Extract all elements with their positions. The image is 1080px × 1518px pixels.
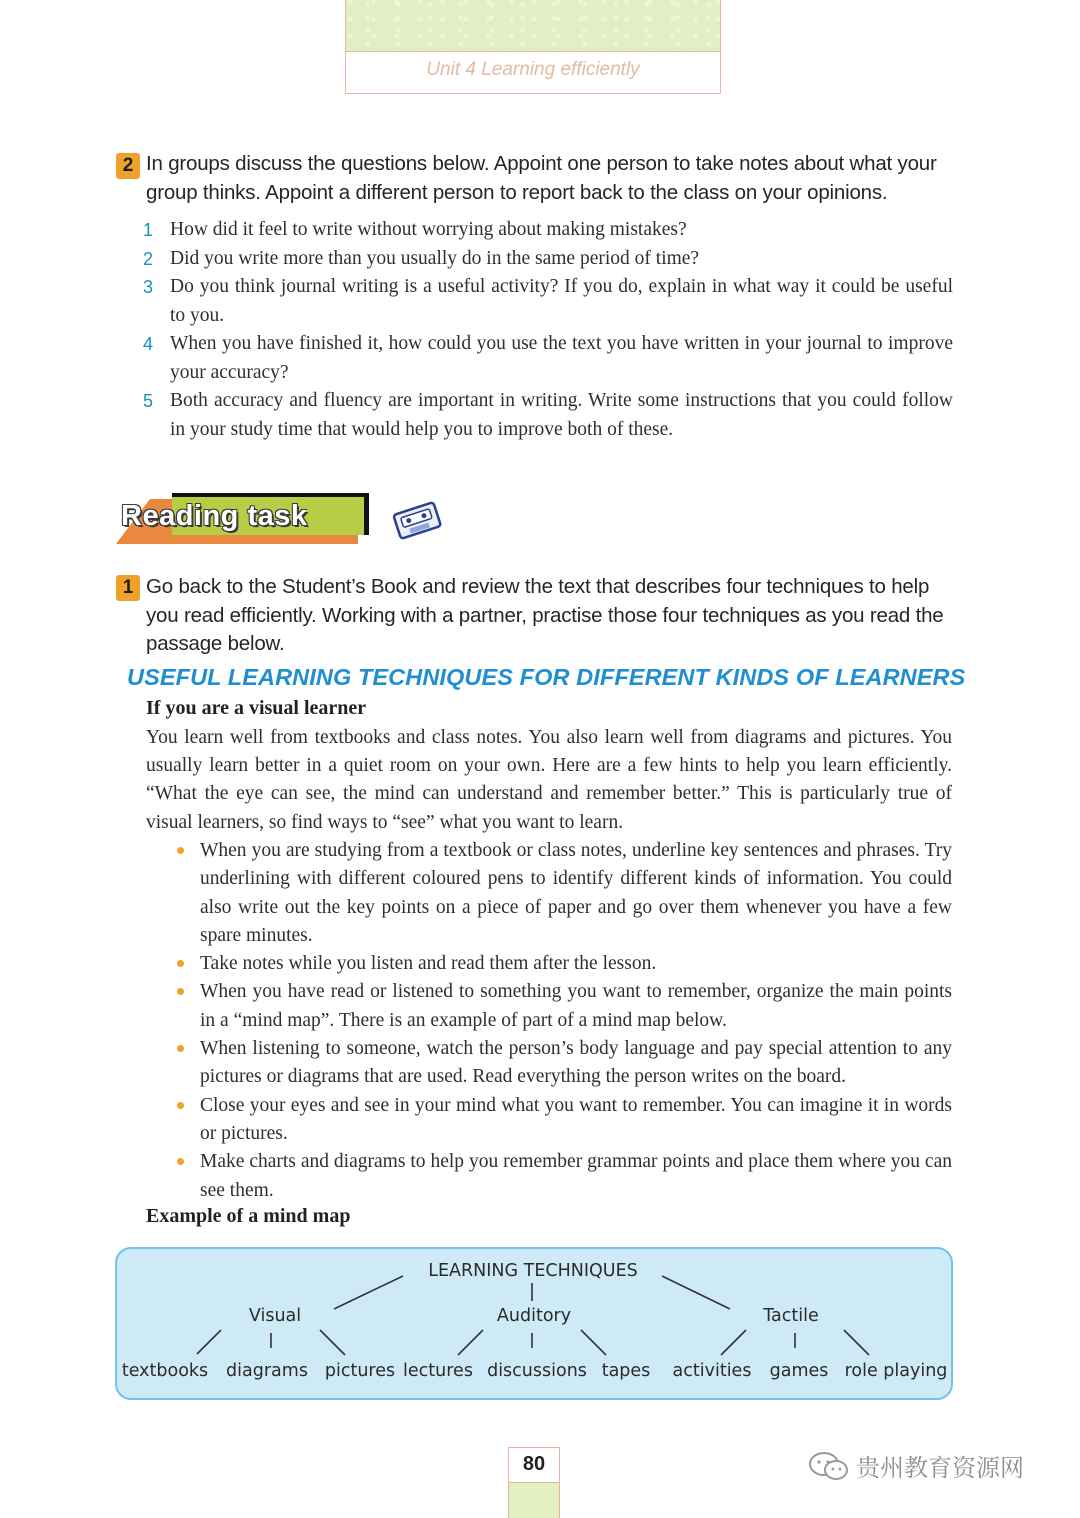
list-item: When you have read or listened to something you want to remember, organize the main points in a “mind map”. There is an example of part of a mind map below. <box>175 978 952 1035</box>
exercise-2-instruction: In groups discuss the questions below. Appoint one person to take notes about what your group thinks. Appoint a different person to report back to the class on your opinions. <box>146 152 937 204</box>
mind-map-leaf: games <box>769 1361 829 1381</box>
exercise-1-badge: 1 <box>116 575 140 601</box>
mind-map <box>115 1247 953 1400</box>
article-title: USEFUL LEARNING TECHNIQUES FOR DIFFERENT KINDS OF LEARNERS <box>127 664 966 690</box>
mind-map-leaf: diagrams <box>226 1361 308 1381</box>
bullet-icon <box>177 1102 184 1109</box>
bullet-icon <box>177 960 184 967</box>
question-list <box>143 216 953 444</box>
exercise-1-instruction: Go back to the Student’s Book and review the text that describes four techniques to help you read efficiently. Working with a partner, practise those four techniques as you read the passage below. <box>146 575 944 655</box>
watermark-text: 贵州教育资源网 <box>856 1454 1024 1482</box>
list-item: Take notes while you listen and read them after the lesson. <box>175 950 952 978</box>
question-item: 2 Did you write more than you usually do in the same period of time? <box>143 247 700 269</box>
bullet-icon <box>177 1158 184 1165</box>
list-item: When you are studying from a textbook or class notes, underline key sentences and phrases. Try underlining with different coloured pens to identify different kinds of information. You could also write out the key points on a piece of paper and go over them whenever you have a few spare minutes. <box>175 837 952 950</box>
unit-title: Unit 4 Learning efficiently <box>426 59 640 80</box>
list-item: Close your eyes and see in your mind what you want to remember. You can imagine it in words or pictures. <box>175 1092 952 1149</box>
question-item: 3 Do you think journal writing is a useful activity? If you do, explain in what way it could be useful to you. <box>143 276 953 326</box>
question-item: 1 How did it feel to write without worrying about making mistakes? <box>143 219 687 240</box>
article-paragraph: You learn well from textbooks and class notes. You also learn well from diagrams and pictures. You usually learn better in a quiet room on your own. Here are a few hints to help you learn efficiently. “What the eye can see, the mind can understand and remember better.” This is particularly true of visual learners, so find ways to “see” what you want to learn. <box>146 727 952 833</box>
mind-map-branch-tactile: Tactile <box>763 1306 819 1326</box>
mind-map-leaf: lectures <box>403 1361 473 1381</box>
unit-header <box>345 0 721 94</box>
header-texture <box>346 0 720 52</box>
watermark <box>808 1448 1024 1483</box>
question-item: 5 Both accuracy and fluency are important in writing. Write some instructions that you could follow in your study time that would help you to improve both of these. <box>143 390 953 440</box>
bullet-icon <box>177 988 184 995</box>
mind-map-leaf: discussions <box>487 1361 587 1381</box>
page-number-tab <box>508 1447 560 1518</box>
page-number: 80 <box>509 1448 559 1483</box>
exercise-2-badge: 2 <box>116 153 140 179</box>
mind-map-heading: Example of a mind map <box>146 1205 351 1227</box>
cassette-tape-icon <box>391 500 443 540</box>
mind-map-leaf: tapes <box>601 1361 651 1381</box>
mind-map-leaf: role playing <box>844 1361 948 1381</box>
mind-map-leaf: textbooks <box>121 1361 209 1381</box>
bullet-icon <box>177 847 184 854</box>
hint-list <box>175 837 952 1205</box>
wechat-icon <box>808 1451 850 1481</box>
article-subheading: If you are a visual learner <box>146 697 367 719</box>
mind-map-root: LEARNING TECHNIQUES <box>428 1261 638 1281</box>
bullet-icon <box>177 1045 184 1052</box>
mind-map-branch-auditory: Auditory <box>496 1306 572 1326</box>
mind-map-leaf: pictures <box>324 1361 396 1381</box>
question-item: 4 When you have finished it, how could you use the text you have written in your journal to improve your accuracy? <box>143 333 953 383</box>
list-item: When listening to someone, watch the person’s body language and pay special attention to any pictures or diagrams that are used. Read everything the person writes on the board. <box>175 1035 952 1092</box>
mind-map-leaf: activities <box>672 1361 752 1381</box>
list-item: Make charts and diagrams to help you remember grammar points and place them where you can see them. <box>175 1148 952 1205</box>
mind-map-branch-visual: Visual <box>248 1306 302 1326</box>
reading-task-banner: Reading task <box>121 500 308 532</box>
